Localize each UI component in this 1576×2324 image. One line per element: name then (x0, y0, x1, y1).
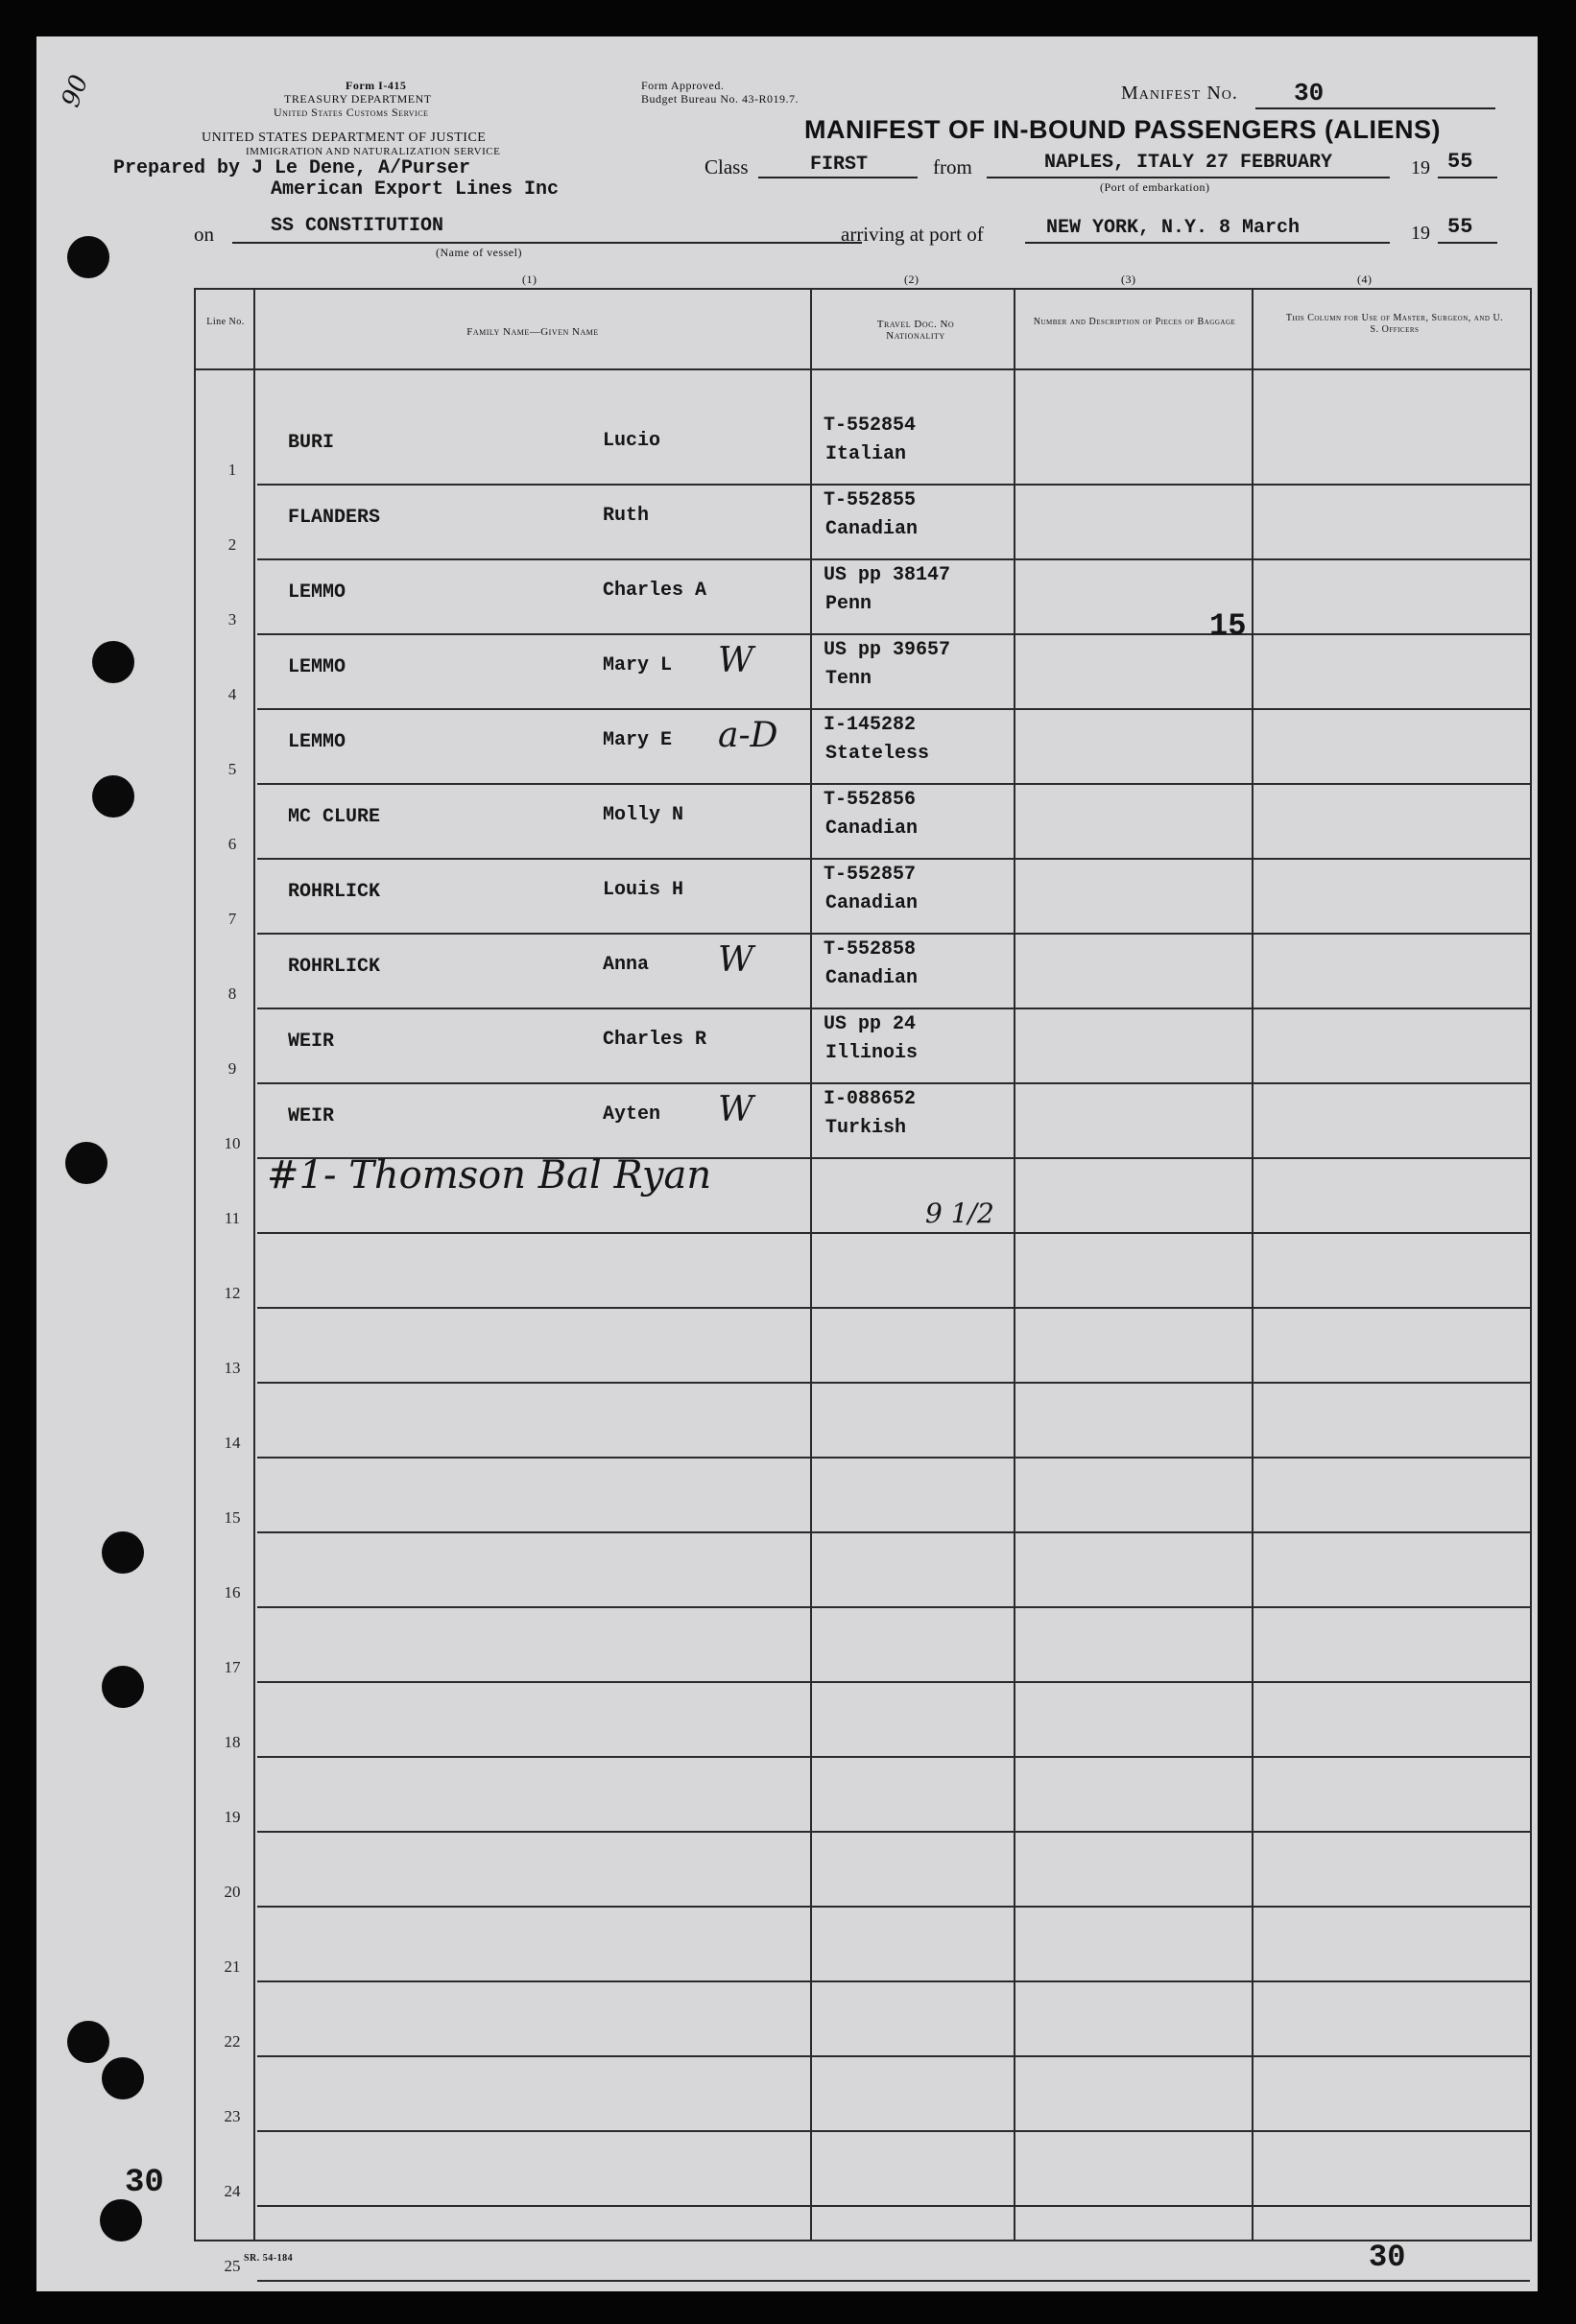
family-name: ROHRLICK (288, 881, 381, 903)
passenger-table (36, 36, 1538, 2291)
line-number: 12 (224, 1284, 241, 1302)
row11-handwriting-suffix: 9 1/2 (925, 1198, 994, 1229)
row-rule (257, 2055, 1530, 2057)
nationality: Canadian (825, 967, 919, 989)
travel-doc-number: I-088652 (824, 1088, 917, 1110)
name-column-divider (810, 288, 812, 2241)
line-number: 8 (227, 984, 237, 1003)
manifest-title: MANIFEST OF IN-BOUND PASSENGERS (ALIENS) (804, 115, 1442, 144)
line-number: 4 (227, 685, 237, 703)
annotation-mark: W (718, 1090, 754, 1129)
given-name: Mary L (603, 654, 673, 676)
line-number: 21 (224, 1957, 241, 1976)
row-rule (257, 1008, 1530, 1009)
travel-doc-number: T-552858 (824, 938, 917, 960)
punch-hole (102, 1666, 144, 1708)
line-number: 23 (224, 2107, 241, 2125)
class-value: FIRST (810, 154, 869, 176)
manifest-number: 30 (1294, 79, 1325, 107)
line-number: 19 (224, 1808, 241, 1826)
nationality: Canadian (825, 818, 919, 840)
given-name: Charles A (603, 580, 707, 602)
column-number-2: (2) (904, 273, 919, 286)
annotation-mark: W (718, 940, 754, 980)
travel-doc-number: US pp 38147 (824, 564, 951, 586)
name-header: Family Name—Given Name (466, 326, 599, 338)
line-number: 25 (224, 2257, 241, 2275)
treasury-department: TREASURY DEPARTMENT (284, 92, 432, 106)
row-rule (257, 708, 1530, 710)
nationality: Stateless (825, 743, 930, 765)
line-number: 22 (224, 2032, 241, 2051)
travel-doc-number: T-552857 (824, 864, 917, 886)
row-rule (257, 783, 1530, 785)
line-column-divider (253, 288, 255, 2241)
nationality: Canadian (825, 892, 919, 914)
page-number-right: 30 (1369, 2240, 1406, 2275)
line-number: 20 (224, 1883, 241, 1901)
given-name: Louis H (603, 879, 684, 901)
given-name: Mary E (603, 729, 673, 751)
row-rule (257, 633, 1530, 635)
column-number-4: (4) (1357, 273, 1373, 286)
arriving-label: arriving at port of (841, 223, 984, 246)
line-number: 2 (227, 535, 237, 554)
vessel-name: SS CONSTITUTION (271, 215, 444, 237)
row-rule (257, 1531, 1530, 1533)
baggage-mark: 15 (1209, 608, 1247, 644)
baggage-column-divider (1252, 288, 1254, 2241)
line-number: 3 (227, 610, 237, 628)
customs-service: United States Customs Service (274, 106, 429, 119)
line-number: 5 (227, 760, 237, 778)
port-caption: (Port of embarkation) (1100, 180, 1210, 194)
table-top-border (196, 288, 1530, 290)
nationality: Penn (825, 593, 872, 615)
year-prefix-arrival: 19 (1411, 223, 1430, 244)
department-of-justice: UNITED STATES DEPARTMENT OF JUSTICE (202, 130, 487, 145)
row-rule (257, 1831, 1530, 1833)
manifest-sheet (36, 36, 1538, 2291)
travel-doc-number: US pp 24 (824, 1013, 917, 1035)
family-name: LEMMO (288, 581, 346, 604)
margin-note: 90 (56, 71, 95, 111)
row-rule (257, 933, 1530, 935)
nationality: Italian (825, 443, 907, 465)
form-approved: Form Approved. (641, 79, 725, 92)
line-number: 10 (224, 1134, 241, 1152)
punch-hole (102, 1531, 144, 1574)
table-left-border (194, 288, 196, 2241)
ins-service: IMMIGRATION AND NATURALIZATION SERVICE (246, 146, 501, 157)
column-number-3: (3) (1121, 273, 1136, 286)
row-rule (257, 2130, 1530, 2132)
line-number: 6 (227, 835, 237, 853)
family-name: LEMMO (288, 731, 346, 753)
nationality: Tenn (825, 668, 872, 690)
baggage-header: Number and Description of Pieces of Baggage (1033, 317, 1236, 327)
line-number: 24 (224, 2182, 241, 2200)
doc-column-divider (1014, 288, 1015, 2241)
row-rule (257, 2205, 1530, 2207)
line-number: 16 (224, 1583, 241, 1601)
punch-hole (65, 1142, 107, 1184)
form-code: SR. 54-184 (244, 2253, 294, 2264)
row-rule (257, 1382, 1530, 1384)
punch-hole (102, 2057, 144, 2099)
row-rule (257, 1457, 1530, 1458)
line-number: 13 (224, 1359, 241, 1377)
given-name: Ayten (603, 1103, 661, 1126)
row-rule (257, 1232, 1530, 1234)
line-number: 9 (227, 1059, 237, 1078)
budget-bureau: Budget Bureau No. 43-R019.7. (641, 92, 799, 106)
travel-doc-header: Travel Doc. No Nationality (876, 319, 955, 342)
line-number: 18 (224, 1733, 241, 1751)
punch-hole (67, 2021, 109, 2063)
table-bottom-border (196, 2240, 1530, 2241)
family-name: WEIR (288, 1105, 335, 1127)
line-number: 17 (224, 1658, 241, 1676)
from-label: from (933, 155, 972, 178)
given-name: Lucio (603, 430, 661, 452)
on-label: on (194, 223, 214, 246)
annotation-mark: W (718, 641, 754, 680)
family-name: WEIR (288, 1031, 335, 1053)
travel-doc-number: T-552855 (824, 489, 917, 511)
prepared-by: Prepared by J Le Dene, A/Purser (113, 157, 471, 179)
family-name: MC CLURE (288, 806, 381, 828)
year-embark: 55 (1447, 150, 1473, 174)
row11-handwriting: #1- Thomson Bal Ryan (267, 1153, 712, 1198)
line-number: 14 (224, 1434, 241, 1452)
row-rule (257, 1980, 1530, 1982)
given-name: Ruth (603, 505, 650, 527)
family-name: LEMMO (288, 656, 346, 678)
arrival-port: NEW YORK, N.Y. 8 March (1046, 217, 1301, 239)
given-name: Molly N (603, 804, 684, 826)
travel-doc-number: I-145282 (824, 714, 917, 736)
row-rule (257, 1307, 1530, 1309)
punch-hole (67, 236, 109, 278)
row-rule (257, 2280, 1530, 2282)
line-number: 15 (224, 1508, 241, 1527)
line-number: 11 (224, 1209, 241, 1227)
manifest-label: Manifest No. (1121, 83, 1238, 104)
row-rule (257, 1082, 1530, 1084)
nationality: Canadian (825, 518, 919, 540)
travel-doc-number: US pp 39657 (824, 639, 951, 661)
line-number: 7 (227, 910, 237, 928)
year-arrival: 55 (1447, 215, 1473, 239)
company-name: American Export Lines Inc (271, 178, 560, 201)
row-rule (257, 1906, 1530, 1908)
line-no-header: Line No. (206, 317, 245, 327)
row-rule (257, 558, 1530, 560)
row-rule (257, 858, 1530, 860)
nationality: Illinois (825, 1042, 919, 1064)
row-rule (257, 484, 1530, 486)
family-name: ROHRLICK (288, 956, 381, 978)
class-label: Class (704, 155, 749, 178)
column-number-1: (1) (522, 273, 537, 286)
annotation-mark: a-D (718, 716, 778, 755)
line-number: 1 (227, 461, 237, 479)
table-header-border (196, 368, 1530, 370)
travel-doc-number: T-552854 (824, 415, 917, 437)
family-name: FLANDERS (288, 507, 381, 529)
punch-hole (100, 2199, 142, 2241)
year-prefix-embark: 19 (1411, 157, 1430, 178)
form-number: Form I-415 (346, 79, 407, 92)
embarkation-port: NAPLES, ITALY 27 FEBRUARY (1044, 152, 1333, 174)
nationality: Turkish (825, 1117, 907, 1139)
given-name: Anna (603, 954, 650, 976)
family-name: BURI (288, 432, 335, 454)
row-rule (257, 1756, 1530, 1758)
punch-hole (92, 641, 134, 683)
officers-header: This Column for Use of Master, Surgeon, and U. S. Officers (1285, 313, 1504, 335)
row-rule (257, 1681, 1530, 1683)
vessel-caption: (Name of vessel) (436, 246, 522, 259)
punch-hole (92, 775, 134, 818)
page-number-left: 30 (125, 2165, 164, 2201)
given-name: Charles R (603, 1029, 707, 1051)
row-rule (257, 1606, 1530, 1608)
travel-doc-number: T-552856 (824, 789, 917, 811)
table-right-border (1530, 288, 1532, 2241)
